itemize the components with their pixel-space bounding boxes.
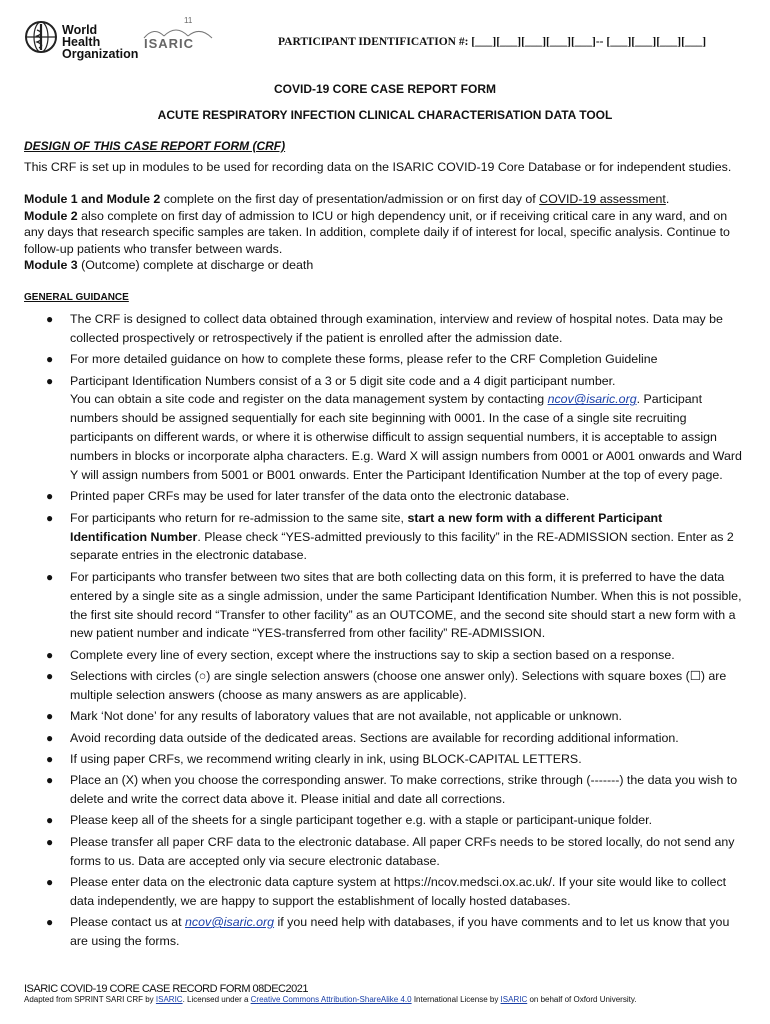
module12-end: . xyxy=(665,192,670,206)
list-item xyxy=(24,811,742,830)
module2-text: also complete on first day of admission to ICU or high dependency unit, or if receiving critical care in any ward, and on any days that research specific samples are taken. In addition, complete daily if of interest for local, specific analysis. Continue to follow-up patients who transfer between wards. xyxy=(24,208,730,256)
covid-assessment-link[interactable]: COVID-19 assessment xyxy=(539,192,666,206)
contact-email-link[interactable]: ncov@isaric.org xyxy=(185,915,275,930)
guidance-text: For more detailed guidance on how to complete these forms, please refer to the CRF Completion Guideline xyxy=(70,352,658,367)
bullet-icon: ● xyxy=(46,669,54,684)
list-item xyxy=(24,372,742,485)
guidance-text: . Please check “YES-admitted previously to this facility” in the RE-ADMISSION section. Enter as 2 separate entries in the electronic database. xyxy=(70,529,734,563)
form-version-footer: ISARIC COVID-19 CORE CASE RECORD FORM 08DEC2021 xyxy=(24,983,308,995)
module12-line xyxy=(24,191,742,208)
guidance-text: ) are single selection answers (choose one answer only). Selections with square boxes ( xyxy=(206,669,690,684)
footer-text: International License by xyxy=(411,995,501,1004)
guidance-text: Complete every line of every section, except where the instructions say to skip a section based on a response. xyxy=(70,647,675,662)
design-intro: This CRF is set up in modules to be used for recording data on the ISARIC COVID-19 Core Database or for independent studies. xyxy=(24,159,732,174)
bullet-icon: ● xyxy=(46,312,54,326)
guidance-bold-text: start a new form with a different Participant Identification Number xyxy=(70,510,663,544)
bullet-icon: ● xyxy=(46,569,54,584)
module-instructions xyxy=(24,191,742,274)
module3-label: Module 3 xyxy=(24,258,78,272)
list-item xyxy=(24,646,742,665)
bullet-icon: ● xyxy=(46,709,54,724)
footer-text: . Licensed under a xyxy=(182,995,251,1004)
guidance-text: . Participant numbers should be assigned sequentially for each site beginning with 0001. In the case of a single site recruiting participants on different wards, or where it is otherwise difficult to assign sequential numbers, it is acceptable to assign numbers in blocks or incorporate alpha characters. E.g. Ward X will assign numbers from 0001 or A001 onwards and Ward Y will assign numbers from 5001 or B001 onwards. Enter the Participant Identification Number at the top of every page. xyxy=(70,392,742,483)
guidance-text: The CRF is designed to collect data obtained through examination, interview and review of hospital notes. Data may be collected prospectively or retrospectively if the patient is enrolled after the admission date. xyxy=(70,312,723,345)
bullet-icon: ● xyxy=(46,489,54,504)
guidance-heading: GENERAL GUIDANCE xyxy=(24,291,129,303)
guidance-text: Please contact us at xyxy=(70,915,186,930)
module3-text: (Outcome) complete at discharge or death xyxy=(77,258,314,272)
list-item xyxy=(24,771,742,809)
guidance-text: You can obtain a site code and register on the data management system by contacting xyxy=(70,392,548,407)
footer-text: Adapted from SPRINT SARI CRF by xyxy=(24,995,156,1004)
bullet-icon: ● xyxy=(46,874,54,889)
module12-label: Module 1 and Module 2 xyxy=(24,192,161,206)
footer-text: on behalf of Oxford University. xyxy=(527,995,637,1004)
guidance-text: For participants who transfer between two sites that are both collecting data on this form, it is preferred to have the data entered by a single site as a single admission, under the same Participant Identification Number. When this is not possible, the first site should record “Transfer to other facility” as an OUTCOME, and the second site should start a new form with a new patient number and indicate “YES-transferred from other facility” RE-ADMISSION. xyxy=(70,569,742,641)
module3-line xyxy=(24,257,742,274)
list-item xyxy=(24,707,742,726)
bullet-icon: ● xyxy=(46,773,54,788)
bullet-icon: ● xyxy=(46,730,54,745)
isaric-number: 11 xyxy=(184,16,193,25)
guidance-list xyxy=(24,310,742,951)
license-link[interactable]: Creative Commons Attribution-ShareAlike 4.0 xyxy=(250,995,412,1004)
module2-line xyxy=(24,208,742,258)
participant-id-field: PARTICIPANT IDENTIFICATION #: [___][___][___][___][___]-- [___][___][___][___] xyxy=(278,36,707,48)
guidance-text: Mark ‘Not done’ for any results of laboratory values that are not available, not applicable or unknown. xyxy=(70,709,622,724)
main-content xyxy=(24,138,742,953)
bullet-icon: ● xyxy=(46,915,54,930)
bullet-icon: ● xyxy=(46,813,54,828)
guidance-text: Please transfer all paper CRF data to the electronic database. All paper CRFs needs to be stored locally, do not send any forms to us. Data are accepted only via secure electronic database. xyxy=(70,834,735,868)
radio-circle-icon: ○ xyxy=(198,669,207,684)
bullet-icon: ● xyxy=(46,834,54,849)
guidance-text: Please enter data on the electronic data capture system at https://ncov.medsci.ox.ac.uk/. If your site would like to collect data independently, we are happy to support the establishment of locally hosted databases. xyxy=(70,874,727,908)
list-item xyxy=(24,350,742,369)
list-item xyxy=(24,509,742,566)
list-item xyxy=(24,729,742,748)
form-subtitle: ACUTE RESPIRATORY INFECTION CLINICAL CHARACTERISATION DATA TOOL xyxy=(157,108,613,122)
guidance-text: Participant Identification Numbers consist of a 3 or 5 digit site code and a 4 digit participant number. xyxy=(70,373,616,388)
checkbox-square-icon: ☐ xyxy=(689,669,701,684)
list-item xyxy=(24,833,742,871)
guidance-text: If using paper CRFs, we recommend writing clearly in ink, using BLOCK-CAPITAL LETTERS. xyxy=(70,751,582,766)
guidance-text: For participants who return for re-admission to the same site, xyxy=(70,510,408,525)
isaric-link[interactable]: ISARIC xyxy=(500,995,528,1004)
who-line1: World Health xyxy=(62,23,101,49)
list-item xyxy=(24,310,742,348)
design-heading: DESIGN OF THIS CASE REPORT FORM (CRF) xyxy=(24,139,286,153)
guidance-text: if you need help with databases, if you have comments and to let us know that you are using the forms. xyxy=(70,915,730,948)
who-name xyxy=(62,24,138,60)
bullet-icon: ● xyxy=(46,751,54,766)
who-logo xyxy=(24,20,139,61)
bullet-icon: ● xyxy=(46,510,54,525)
list-item xyxy=(24,913,742,951)
bullet-icon: ● xyxy=(46,373,54,388)
contact-email-link[interactable]: ncov@isaric.org xyxy=(547,392,637,407)
list-item xyxy=(24,750,742,769)
guidance-text: Avoid recording data outside of the dedicated areas. Sections are available for recording additional information. xyxy=(70,730,679,745)
list-item xyxy=(24,667,742,705)
page-header xyxy=(24,18,754,64)
isaric-logo xyxy=(142,18,214,54)
license-footer xyxy=(24,995,636,1004)
guidance-text: Selections with circles ( xyxy=(70,669,199,684)
list-item xyxy=(24,487,742,506)
bullet-icon: ● xyxy=(46,647,54,662)
guidance-text: Printed paper CRFs may be used for later transfer of the data onto the electronic database. xyxy=(70,489,570,504)
isaric-wordmark: ISARIC xyxy=(144,36,195,51)
who-emblem-icon xyxy=(24,20,58,54)
isaric-link[interactable]: ISARIC xyxy=(155,995,183,1004)
bullet-icon: ● xyxy=(46,352,54,367)
module2-label: Module 2 xyxy=(24,208,78,223)
guidance-text: Place an (X) when you choose the corresponding answer. To make corrections, strike through (-------) the data you wish to delete and write the correct data above it. Please initial and date all corrections. xyxy=(70,773,738,807)
form-title: COVID-19 CORE CASE REPORT FORM xyxy=(273,82,497,96)
list-item xyxy=(24,873,742,911)
module12-text: complete on the first day of presentation/admission or on first day of xyxy=(160,192,540,206)
guidance-text: Please keep all of the sheets for a single participant together e.g. with a staple or participant-unique folder. xyxy=(70,813,653,828)
list-item xyxy=(24,568,742,644)
who-line2: Organization xyxy=(62,47,139,61)
guidance-text: ) are multiple selection answers (choose as many answers as are applicable). xyxy=(70,669,727,702)
